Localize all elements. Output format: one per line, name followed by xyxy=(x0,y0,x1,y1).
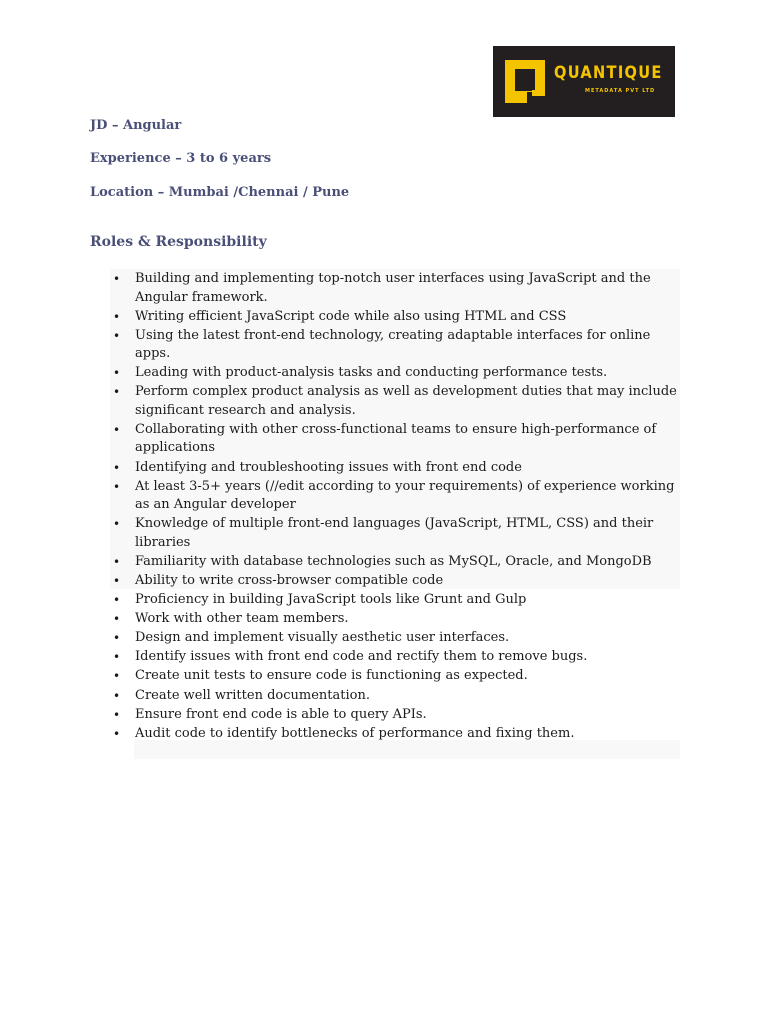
list-item: • Audit code to identify bottlenecks of performance and fixing them. xyxy=(0,725,680,744)
list-item: • Writing efficient JavaScript code while also using HTML and CSS xyxy=(0,308,680,327)
list-item: • Perform complex product analysis as well as development duties that may include significant research and analysis. xyxy=(0,383,680,420)
list-item: • Collaborating with other cross-functional teams to ensure high-performance of applications xyxy=(0,421,680,458)
responsibility-list xyxy=(0,270,680,744)
list-item: • Knowledge of multiple front-end languages (JavaScript, HTML, CSS) and their libraries xyxy=(0,515,680,552)
list-item: • Identify issues with front end code and rectify them to remove bugs. xyxy=(0,648,680,667)
list-item: • Identifying and troubleshooting issues with front end code xyxy=(0,459,680,478)
location: Location – Mumbai /Chennai / Pune xyxy=(90,185,350,200)
list-item: • Design and implement visually aesthetic user interfaces. xyxy=(0,629,680,648)
list-item: • Ensure front end code is able to query APIs. xyxy=(0,706,680,725)
logo-name: QUANTIQUE xyxy=(554,63,663,83)
list-item: • Familiarity with database technologies such as MySQL, Oracle, and MongoDB xyxy=(0,553,680,572)
list-item: • Create well written documentation. xyxy=(0,687,680,706)
q-logo-icon xyxy=(505,60,545,103)
experience: Experience – 3 to 6 years xyxy=(90,151,272,166)
list-item: • Leading with product-analysis tasks and conducting performance tests. xyxy=(0,364,680,383)
list-item: • Ability to write cross-browser compatible code xyxy=(0,572,680,591)
logo-subtitle: METADATA PVT LTD xyxy=(585,88,656,94)
job-title: JD – Angular xyxy=(90,118,182,133)
list-item: • Create unit tests to ensure code is functioning as expected. xyxy=(0,667,680,686)
list-item: • Proficiency in building JavaScript tools like Grunt and Gulp xyxy=(0,591,680,610)
section-title: Roles & Responsibility xyxy=(90,234,267,250)
list-item: • Building and implementing top-notch user interfaces using JavaScript and the Angular framework. xyxy=(0,270,680,307)
company-logo xyxy=(493,46,675,117)
list-item: • Using the latest front-end technology, creating adaptable interfaces for online apps. xyxy=(0,327,680,364)
list-item: • At least 3-5+ years (//edit according to your requirements) of experience working as an Angular developer xyxy=(0,478,680,515)
list-item: • Work with other team members. xyxy=(0,610,680,629)
